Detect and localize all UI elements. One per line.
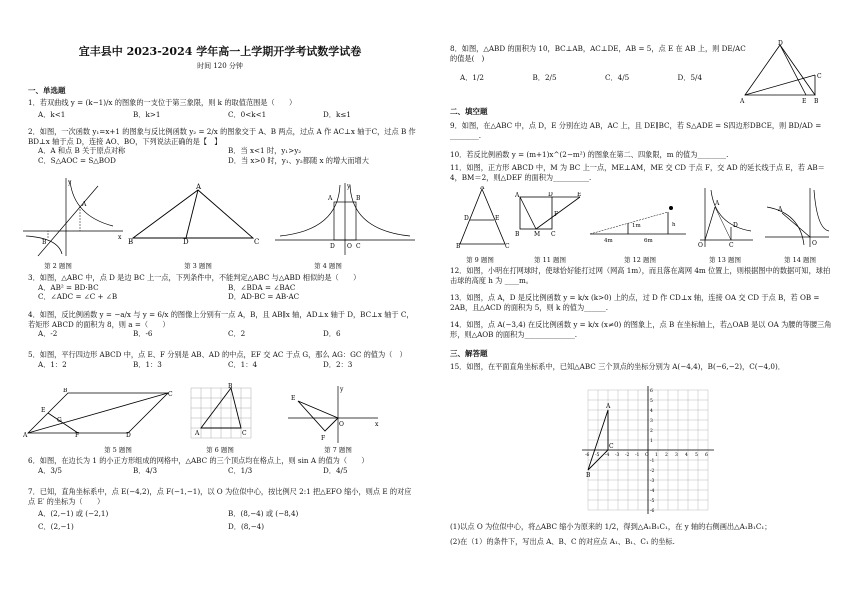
- caption-figure-4: 第 4 题图: [314, 262, 342, 270]
- y-tick-label: 3: [650, 419, 653, 424]
- question-3-text: 3．如图，△ABC 中，点 D 是边 BC 上一点，下列条件中，不能判定△ABC 与△ABD 相似的是（ ）: [28, 273, 361, 282]
- caption-figure-5: 第 5 题图: [104, 446, 132, 454]
- svg-text:C: C: [356, 243, 361, 250]
- svg-text:B: B: [456, 243, 461, 248]
- x-tick-label: -3: [615, 453, 620, 458]
- question-5-text: 5．如图，平行四边形 ABCD 中，点 E、F 分别是 AB、AD 的中点，EF 交 AC 于点 G，那么 AG：GC 的值为（ ）: [28, 350, 407, 359]
- caption-figure-11: 第 11 题图: [534, 256, 566, 264]
- svg-text:D: D: [778, 40, 783, 47]
- vertex-label: C: [609, 443, 614, 450]
- svg-text:y: y: [68, 179, 72, 186]
- q7-option-d: D．(8,−4): [228, 522, 265, 532]
- section-single-choice: 一、单选题: [28, 86, 66, 95]
- fig12-h: h: [672, 222, 676, 228]
- y-tick-label: 6: [650, 389, 653, 394]
- y-tick-label: -4: [650, 489, 655, 494]
- figure-15-grid: [578, 382, 718, 518]
- x-tick-label: 6: [705, 453, 708, 458]
- svg-text:A: A: [196, 183, 202, 191]
- svg-text:B: B: [42, 239, 47, 246]
- svg-text:C: C: [505, 243, 510, 248]
- page-title: 宜丰县中 2023-2024 学年高一上学期开学考试数学试卷: [78, 45, 362, 58]
- question-2: [28, 127, 418, 166]
- question-11: 11．如图，正方形 ABCD 中，M 为 BC 上一点，ME⊥AM，ME 交 CD 于点 F，交 AD 的延长线于点 E，若 AB＝4，BM＝2，则△DEF 的面积为__________.: [450, 163, 825, 182]
- question-8: [450, 44, 750, 83]
- svg-text:C: C: [729, 242, 734, 249]
- x-tick-label: 5: [695, 453, 698, 458]
- y-tick-label: 5: [650, 399, 653, 404]
- q1-option-d: D．k≤1: [323, 109, 351, 119]
- svg-text:E: E: [802, 98, 807, 105]
- q5-option-c: C．1：4: [228, 359, 258, 369]
- question-4: [28, 310, 418, 339]
- caption-figure-12: 第 12 题图: [624, 256, 656, 264]
- caption-figure-2: 第 2 题图: [44, 262, 72, 270]
- svg-text:O: O: [812, 240, 817, 247]
- x-tick-label: -4: [605, 453, 610, 458]
- x-tick-label: -6: [585, 453, 590, 458]
- question-15-part-1: (1)以点 O 为位似中心，将△ABC 缩小为原来的 1/2，得到△A₁B₁C₁，在 y 轴的右侧画出△A₁B₁C₁；: [450, 522, 772, 531]
- q7-option-a: A．(2,−1) 或 (−2,1): [38, 509, 109, 519]
- q2-option-a: A．A 和点 B 关于原点对称: [38, 146, 126, 156]
- svg-text:A: A: [740, 98, 745, 105]
- section-solve: 三、解答题: [450, 349, 488, 358]
- svg-text:C: C: [168, 391, 173, 398]
- svg-text:x: x: [375, 421, 379, 428]
- question-13: 13．如图，点 A，D 是反比例函数 y = k/x (k>0) 上的点，过 D 作 CD⊥x 轴，连接 OA 交 CD 于点 B，若 OB = 2AB，且△ACD 的面积为 5，则 k 的值为______.: [450, 293, 820, 312]
- y-tick-label: -5: [650, 499, 655, 504]
- q5-option-a: A．1：2: [38, 359, 67, 369]
- y-tick-label: -6: [650, 509, 655, 514]
- x-tick-label: 4: [685, 453, 688, 458]
- svg-text:B: B: [63, 388, 68, 394]
- svg-text:E: E: [41, 407, 46, 414]
- x-tick-label: -1: [635, 453, 640, 458]
- svg-text:A: A: [82, 201, 87, 208]
- svg-text:A: A: [195, 430, 200, 437]
- svg-text:B: B: [814, 98, 819, 105]
- question-4-text: 4．如图，反比例函数 y = −a/x 与 y = 6/x 的图像上分别有一点 A，B，且 AB∥x 轴，AD⊥x 轴于 D，BC⊥x 轴于 C，若矩形 ABCD 的面积为 8，则 a =（ ）: [28, 310, 414, 329]
- svg-text:E: E: [495, 215, 500, 222]
- svg-text:A: A: [23, 432, 28, 438]
- svg-text:D: D: [126, 432, 131, 438]
- svg-text:O: O: [347, 243, 352, 250]
- y-tick-label: -3: [650, 479, 655, 484]
- figure-9: [455, 186, 510, 248]
- figure-12: [588, 200, 688, 245]
- x-tick-label: 1: [655, 453, 658, 458]
- q7-option-c: C．(2,−1): [38, 522, 74, 532]
- q6-option-b: B．4/3: [133, 465, 158, 475]
- q3-option-c: C．∠ADC = ∠C + ∠B: [38, 292, 118, 302]
- y-tick-label: 1: [650, 439, 653, 444]
- svg-text:E: E: [577, 192, 582, 198]
- question-12: 12．如图，小明在打网球时，使球恰好能打过网（网高 1m），而且落在离网 4m 位置上，则根据图中的数据可知，球拍击球的高度 h 为 ____m。: [450, 266, 831, 285]
- figure-6: [186, 383, 256, 443]
- svg-text:B: B: [228, 383, 233, 390]
- caption-figure-7: 第 7 题图: [324, 446, 352, 454]
- q8-option-b: B．2/5: [532, 73, 557, 83]
- figure-14: [762, 185, 832, 250]
- fig12-net-height: 1m: [632, 223, 641, 229]
- x-tick-label: -5: [595, 453, 600, 458]
- y-tick-label: 2: [650, 429, 653, 434]
- svg-text:x: x: [118, 234, 122, 241]
- question-9: 9．如图，在△ABC 中，点 D，E 分别在边 AB，AC 上，且 DE∥BC，若 S△ADE = S四边形DBCE，则 BD/AD = ________.: [450, 121, 822, 140]
- x-tick-label: 2: [665, 453, 668, 458]
- figure-11: [515, 192, 585, 242]
- y-tick-label: 4: [650, 409, 653, 414]
- y-tick-label: -1: [650, 459, 655, 464]
- svg-text:O: O: [339, 421, 344, 428]
- question-15-text: 15．如图，在平面直角坐标系中，已知△ABC 三个顶点的坐标分别为 A(−4,4)，B(−6,−2)，C(−4,0)．: [450, 362, 785, 371]
- q6-option-d: D．4/5: [323, 465, 348, 475]
- svg-text:F: F: [75, 432, 80, 438]
- svg-text:D: D: [733, 222, 738, 229]
- svg-text:D: D: [330, 243, 335, 250]
- figure-7: [283, 383, 383, 445]
- question-7: [28, 487, 418, 532]
- svg-text:D: D: [183, 238, 189, 244]
- question-7-text: 7．已知，直角坐标系中，点 E(−4,2)，点 F(−1,−1)，以 O 为位似中心，按比例尺 2:1 把△EFO 缩小，则点 E 的对应点 E′ 的坐标为（ ）: [28, 487, 412, 506]
- x-tick-label: O: [645, 453, 649, 458]
- caption-figure-13: 第 13 题图: [709, 256, 741, 264]
- q2-option-d: D．当 x>0 时，y₁、y₂都随 x 的增大而增大: [228, 156, 369, 166]
- svg-text:A: A: [480, 186, 485, 191]
- question-10: 10．若反比例函数 y = (m+1)x^(2−m²) 的图象在第二、四象限，m 的值为________.: [450, 150, 729, 159]
- y-tick-label: -2: [650, 469, 655, 474]
- question-8-text: 8．如图，△ABD 的面积为 10，BC⊥AB，AC⊥DE，AB = 5，点 E 在 AB 上，则 DE/AC 的值是( ): [450, 44, 746, 63]
- q6-option-c: C．1/3: [228, 465, 253, 475]
- question-14: 14．如图，点 A(−3,4) 在反比例函数 y = k/x (x≠0) 的图象上，点 B 在坐标轴上，若△OAB 是以 OA 为腰的等腰三角形，则△AOB 的面积为______________.: [450, 320, 832, 339]
- q3-option-d: D．AD·BC = AB·AC: [228, 292, 300, 302]
- svg-text:E: E: [291, 395, 296, 402]
- q7-option-b: B．(8,−4) 或 (−8,4): [228, 509, 299, 519]
- vertex-label: B: [586, 472, 591, 479]
- figure-5: [23, 388, 173, 438]
- svg-text:C: C: [242, 430, 247, 437]
- caption-figure-9: 第 9 题图: [466, 256, 494, 264]
- svg-text:F: F: [554, 211, 559, 218]
- q4-option-b: B．-6: [133, 329, 153, 339]
- question-6-text: 6．如图，在边长为 1 的小正方形组成的网格中，△ABC 的三个顶点均在格点上，则 sin A 的值为（ ）: [28, 456, 369, 465]
- svg-text:C: C: [817, 73, 822, 80]
- q8-option-c: C．4/5: [605, 73, 630, 83]
- svg-text:B: B: [356, 195, 361, 202]
- section-fill-blank: 二、填空题: [450, 107, 488, 116]
- q2-option-b: B．当 x<1 时，y₁>y₂: [228, 146, 302, 156]
- svg-text:C: C: [254, 238, 260, 244]
- svg-text:G: G: [57, 417, 62, 424]
- svg-text:D: D: [464, 215, 469, 222]
- figure-3: [128, 182, 268, 244]
- svg-text:F: F: [321, 435, 326, 442]
- question-15-part-2: (2)在（1）的条件下，写出点 A、B、C 的对应点 A₁、B₁、C₁ 的坐标.: [450, 537, 675, 546]
- question-3: [28, 273, 418, 302]
- question-5: [28, 350, 418, 369]
- q8-option-d: D．5/4: [677, 73, 703, 83]
- svg-text:C: C: [551, 231, 556, 238]
- q3-option-a: A．AB² = BD·BC: [38, 282, 99, 292]
- q1-option-a: A．k<1: [38, 109, 66, 119]
- x-tick-label: 3: [675, 453, 678, 458]
- figure-2: [18, 176, 128, 258]
- figure-13: [695, 185, 755, 250]
- svg-text:M: M: [534, 231, 541, 238]
- fig12-dist-4m: 4m: [604, 238, 613, 244]
- svg-text:A: A: [715, 200, 720, 207]
- caption-figure-3: 第 3 题图: [184, 262, 212, 270]
- svg-text:B: B: [128, 238, 134, 244]
- q1-option-b: B．k>1: [133, 109, 161, 119]
- svg-text:A: A: [515, 192, 520, 199]
- question-6: [28, 456, 418, 475]
- q4-option-d: D．6: [323, 329, 341, 339]
- q5-option-b: B．1：3: [133, 359, 162, 369]
- caption-figure-6: 第 6 题图: [206, 446, 234, 454]
- q5-option-d: D．2：3: [323, 359, 353, 369]
- vertex-label: A: [606, 403, 611, 410]
- q3-option-b: B．∠BDA = ∠BAC: [228, 282, 296, 292]
- q8-option-a: A．1/2: [460, 73, 484, 83]
- svg-text:y: y: [340, 386, 344, 393]
- q2-option-c: C．S△AOC = S△BOD: [38, 156, 116, 166]
- q6-option-a: A．3/5: [38, 465, 62, 475]
- q4-option-c: C．2: [228, 329, 246, 339]
- svg-text:y: y: [347, 183, 351, 190]
- svg-text:A: A: [778, 206, 783, 213]
- question-1: [28, 98, 418, 119]
- svg-text:O: O: [698, 242, 703, 249]
- fig12-dist-6m: 6m: [644, 238, 653, 244]
- q4-option-a: A．-2: [38, 329, 58, 339]
- question-2-text: 2．如图，一次函数 y₁=x+1 的图象与反比例函数 y₂ = 2/x 的图象交于 A、B 两点，过点 A 作 AC⊥x 轴于C，过点 B 作 BD⊥x 轴于点 D，连接 AO、BO，下列说法正确的是【 】: [28, 127, 416, 146]
- svg-text:D: D: [548, 192, 553, 198]
- caption-figure-14: 第 14 题图: [784, 256, 816, 264]
- figure-4: [270, 180, 420, 258]
- svg-text:A: A: [328, 195, 333, 202]
- question-1-text: 1．若双曲线 y = (k−1)/x 的图象的一支位于第三象限，则 k 的取值范围是（ ）: [28, 98, 297, 107]
- page-subtitle: 时间 120 分钟: [197, 62, 243, 70]
- figure-8: [740, 40, 840, 105]
- q1-option-c: C．0<k<1: [228, 109, 267, 119]
- svg-text:B: B: [515, 231, 520, 238]
- x-tick-label: -2: [625, 453, 630, 458]
